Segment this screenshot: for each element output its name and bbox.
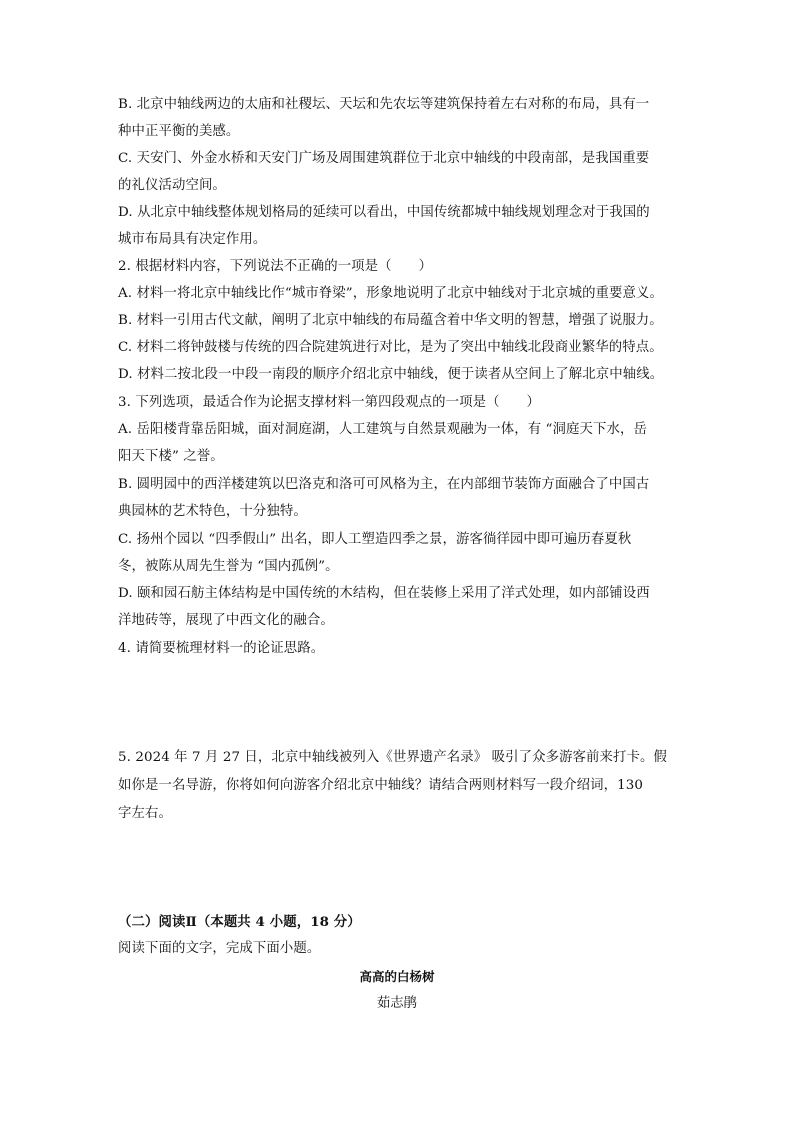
q2-stem: 2. 根据材料内容，下列说法不正确的一项是（ ） xyxy=(118,259,433,274)
q3-option-b-line1: B. 圆明园中的西洋楼建筑以巴洛克和洛可可风格为主，在内部细节装饰方面融合了中国古 xyxy=(118,477,650,492)
q3-stem: 3. 下列选项，最适合作为论据支撑材料一第四段观点的一项是（ ） xyxy=(118,395,541,410)
q4-stem: 4. 请简要梳理材料一的论证思路。 xyxy=(118,641,325,656)
q3-option-b-line2: 典园林的艺术特色，十分独特。 xyxy=(118,504,307,519)
q5-line2: 如你是一名导游，你将如何向游客介绍北京中轴线？请结合两则材料写一段介绍词，130 xyxy=(118,778,644,793)
q3-option-a-line2: 阳天下楼” 之誉。 xyxy=(118,449,224,464)
q2-option-c: C. 材料二将钟鼓楼与传统的四合院建筑进行对比，是为了突出中轴线北段商业繁华的特点。 xyxy=(118,340,663,355)
q1-option-c-line2: 的礼仪活动空间。 xyxy=(118,178,226,193)
q1-option-c-line1: C. 天安门、外金水桥和天安门广场及周围建筑群位于北京中轴线的中段南部，是我国重要 xyxy=(118,151,650,166)
section2-heading: （二）阅读Ⅱ（本题共 4 小题，18 分） xyxy=(118,914,361,930)
q1-option-d-line2: 城市布局具有决定作用。 xyxy=(118,232,267,247)
q1-option-d-line1: D. 从北京中轴线整体规划格局的延续可以看出，中国传统都城中轴线规划理念对于我国的 xyxy=(118,205,650,220)
q3-option-c-line2: 冬，被陈从周先生誉为 “国内孤例”。 xyxy=(118,559,339,574)
q3-option-d-line2: 洋地砖等，展现了中西文化的融合。 xyxy=(118,613,334,628)
q2-option-a: A. 材料一将北京中轴线比作“城市脊梁”，形象地说明了北京中轴线对于北京城的重要意义。 xyxy=(118,286,664,301)
q2-option-b: B. 材料一引用古代文献，阐明了北京中轴线的布局蕴含着中华文明的智慧，增强了说服力。 xyxy=(118,313,663,328)
article-title: 高高的白杨树 xyxy=(359,969,435,984)
section2-instruction: 阅读下面的文字，完成下面小题。 xyxy=(118,941,321,956)
q5-line3: 字左右。 xyxy=(118,806,172,821)
q1-option-b-line2: 种中正平衡的美感。 xyxy=(118,124,240,139)
q5-line1: 5. 2024 年 7 月 27 日，北京中轴线被列入《世界遗产名录》 吸引了众多游客前来打卡。假 xyxy=(118,750,667,765)
q3-option-c-line1: C. 扬州个园以 “四季假山” 出名，即人工塑造四季之景，游客徜徉园中即可遍历春夏秋 xyxy=(118,532,632,547)
q3-option-d-line1: D. 颐和园石舫主体结构是中国传统的木结构，但在装修上采用了洋式处理，如内部铺设西 xyxy=(118,586,650,601)
q3-option-a-line1: A. 岳阳楼背靠岳阳城，面对洞庭湖，人工建筑与自然景观融为一体，有 “洞庭天下水，岳 xyxy=(118,422,647,437)
article-author: 茹志鹃 xyxy=(376,996,418,1011)
q1-option-b-line1: B. 北京中轴线两边的太庙和社稷坛、天坛和先农坛等建筑保持着左右对称的布局，具有一 xyxy=(118,97,650,112)
q2-option-d: D. 材料二按北段一中段一南段的顺序介绍北京中轴线，便于读者从空间上了解北京中轴线。 xyxy=(118,367,664,382)
